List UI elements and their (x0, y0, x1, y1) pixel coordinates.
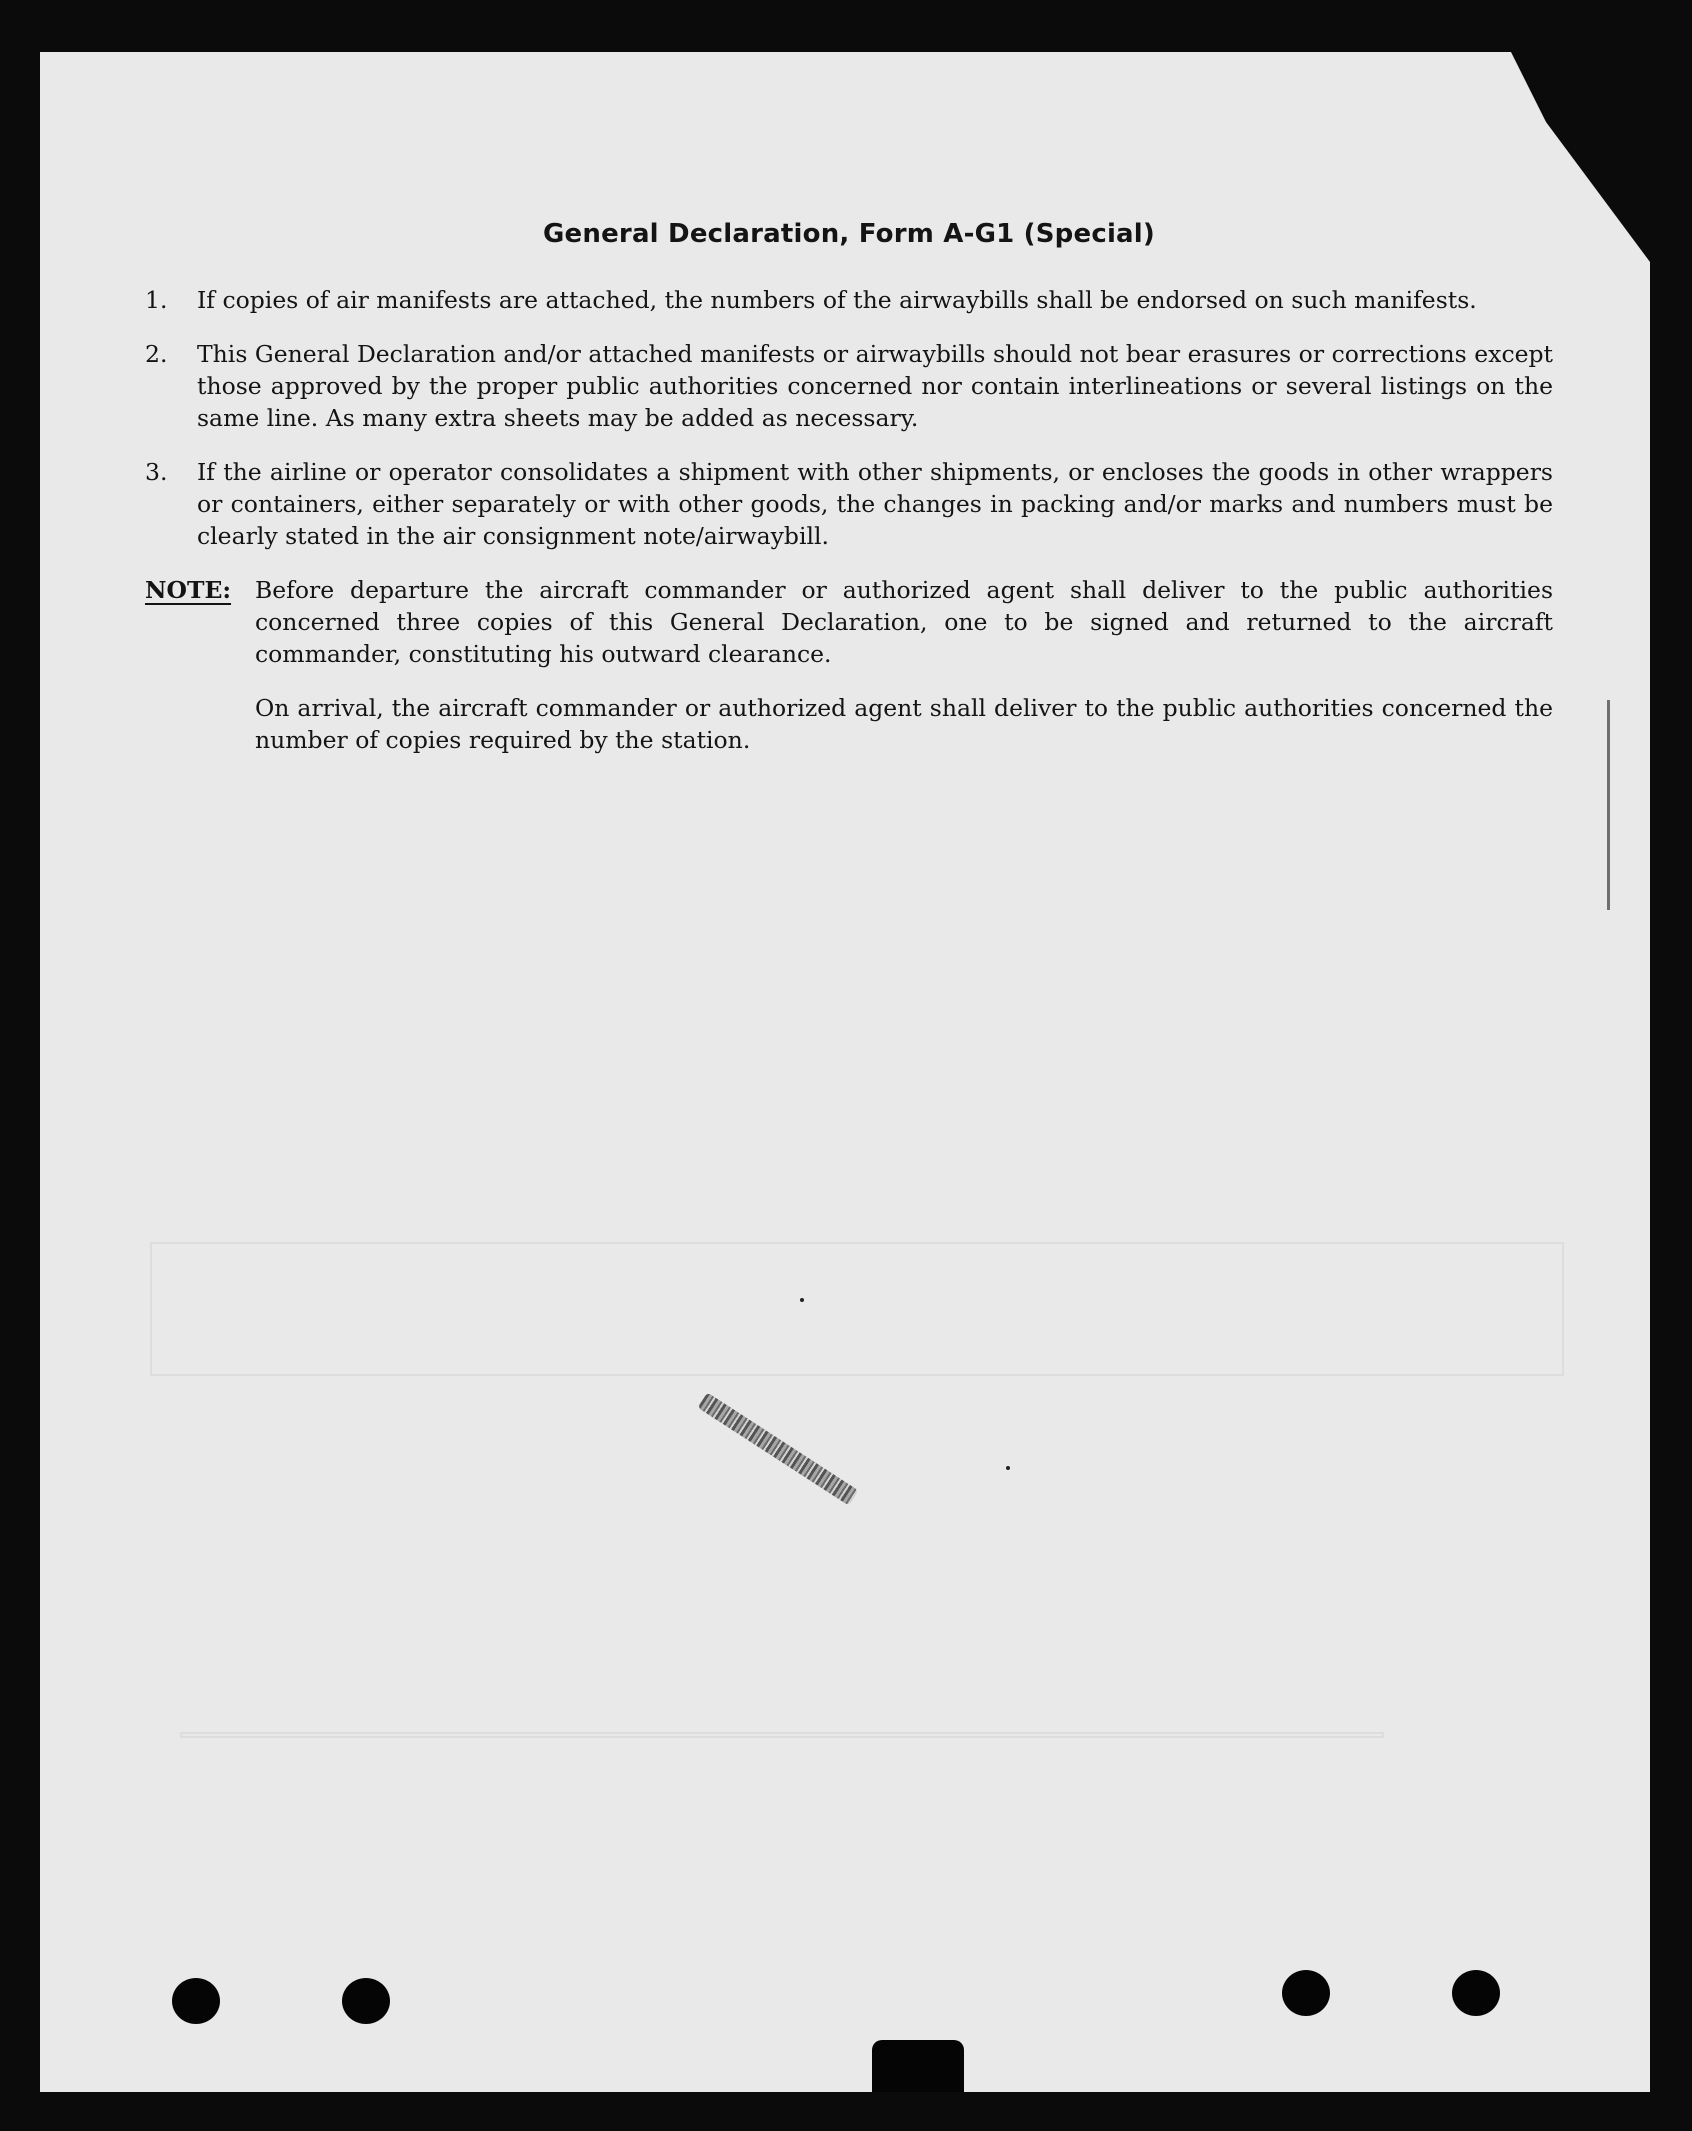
document-title: General Declaration, Form A-G1 (Special) (543, 219, 1155, 249)
punch-hole (1452, 1970, 1500, 2016)
note-paragraph: On arrival, the aircraft commander or authorized agent shall deliver to the public authorities concerned the number of copies required by the station. (255, 694, 1553, 754)
note-paragraph: Before departure the aircraft commander or authorized agent shall deliver to the public authorities concerned three copies of this General Declaration, one to be signed and returned to the aircraft commander, constituting his outward clearance. (255, 576, 1553, 668)
punch-hole (342, 1978, 390, 2024)
note-label: NOTE: (145, 576, 232, 604)
item-text: This General Declaration and/or attached manifests or airwaybills should not bear erasures or corrections except those approved by the proper public authorities concerned nor contain interlineations or several listings on the same line. As many extra sheets may be added as necessary. (197, 340, 1553, 432)
document-body (145, 218, 1553, 778)
note-body (255, 574, 1553, 778)
list-item (145, 338, 1553, 434)
dust-speck (800, 1298, 804, 1302)
item-number: 3. (145, 458, 168, 486)
note-section (145, 574, 1553, 778)
item-number: 1. (145, 286, 168, 314)
bleed-through-line (180, 1732, 1384, 1738)
punch-hole (1282, 1970, 1330, 2016)
list-item (145, 284, 1553, 316)
dust-speck (1006, 1466, 1010, 1470)
item-text: If copies of air manifests are attached, the numbers of the airwaybills shall be endorsed on such manifests. (197, 286, 1477, 314)
item-number: 2. (145, 340, 168, 368)
list-item (145, 456, 1553, 552)
punch-hole (172, 1978, 220, 2024)
paper-edge-fold (1607, 700, 1610, 910)
item-text: If the airline or operator consolidates a shipment with other shipments, or encloses the goods in other wrappers or containers, either separately or with other goods, the changes in packing and/or marks and numbers must be clearly stated in the air consignment note/airwaybill. (197, 458, 1553, 550)
bleed-through-frame (150, 1242, 1564, 1376)
binder-tab-notch (872, 2040, 964, 2092)
